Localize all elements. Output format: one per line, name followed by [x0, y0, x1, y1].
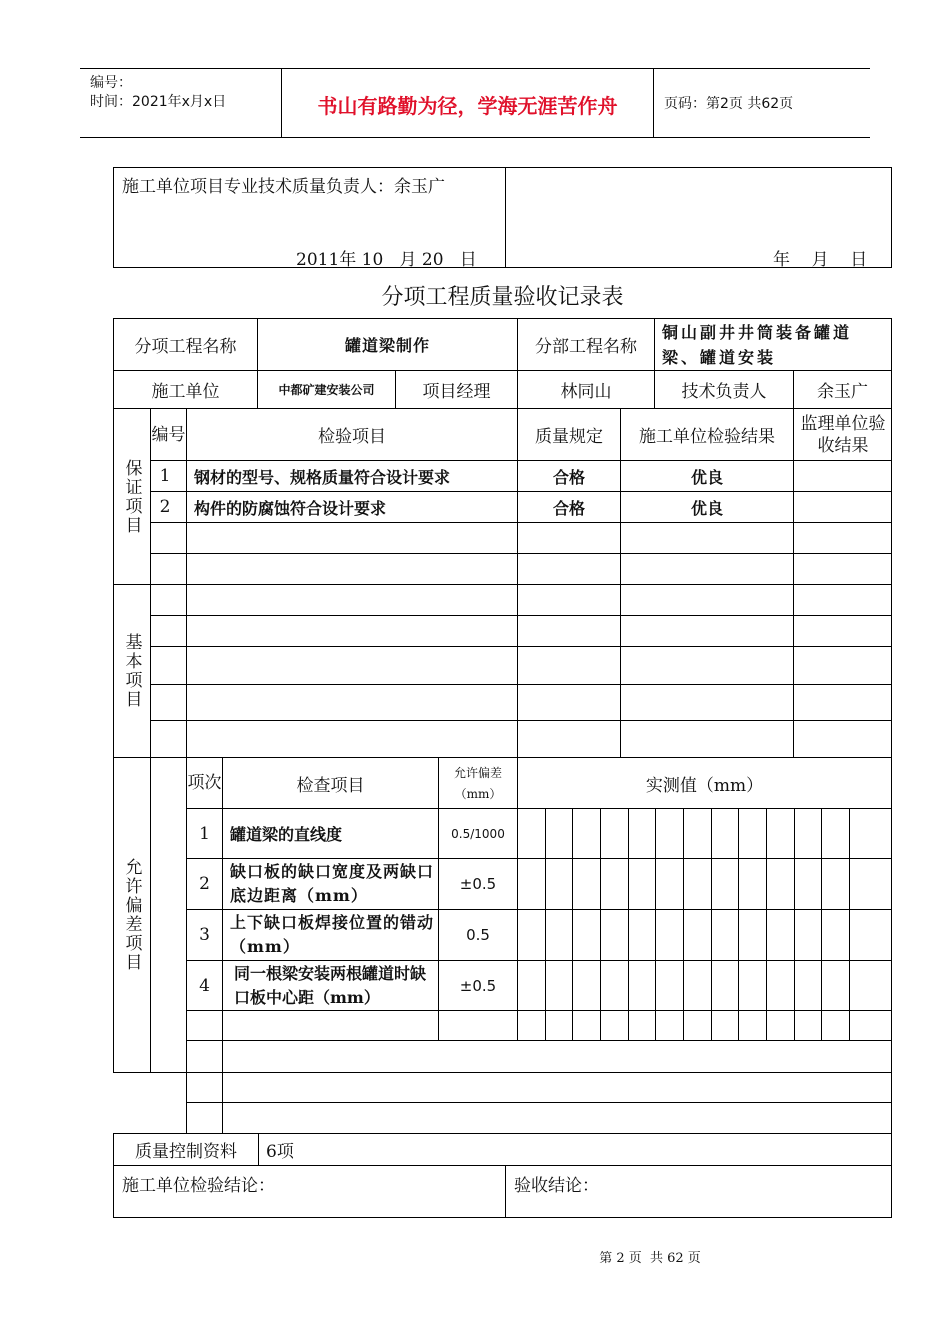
tolerance-col-measured: 实测值（mm） [645, 775, 764, 796]
form-title: 分项工程质量验收记录表 [381, 284, 624, 310]
tolerance-row-allow: ±0.5 [459, 875, 497, 893]
guarantee-row-result: 优良 [690, 498, 723, 518]
division-value: 铜山副井井筒装备罐道梁、罐道安装 [662, 323, 853, 367]
qc-label: 质量控制资料 [135, 1142, 237, 1162]
tolerance-row-no: 4 [199, 975, 210, 996]
tolerance-row-no: 3 [199, 925, 210, 945]
division-label: 分部工程名称 [535, 337, 637, 357]
guarantee-row-spec: 合格 [552, 467, 585, 487]
guarantee-row-no: 1 [159, 466, 171, 486]
acceptance-conclusion: 验收结论： [514, 1176, 599, 1196]
tech-label: 技术负责人 [681, 382, 767, 402]
pm-label: 项目经理 [422, 382, 491, 402]
contractor-label: 施工单位 [151, 382, 220, 402]
signoff-date-left: 2011年 10 月 20 日 [296, 250, 477, 270]
contractor-value: 中都矿建安装公司 [278, 383, 375, 397]
signoff-date-right: 年 月 日 [773, 250, 868, 270]
guarantee-row-spec: 合格 [552, 498, 585, 518]
signoff-responsible: 施工单位项目专业技术质量负责人：余玉广 [122, 177, 445, 197]
guarantee-col-item: 检验项目 [318, 427, 386, 447]
guarantee-col-spec: 质量规定 [535, 427, 603, 447]
tolerance-row-allow: ±0.5 [459, 976, 497, 995]
qc-value: 6项 [266, 1142, 294, 1162]
guarantee-col-result: 施工单位检验结果 [639, 427, 775, 447]
sub-project-label: 分项工程名称 [134, 337, 237, 357]
guarantee-row-item: 构件的防腐蚀符合设计要求 [194, 498, 387, 518]
guarantee-row-result: 优良 [690, 467, 723, 487]
basic-section-label: 基本项目 [121, 633, 142, 709]
guarantee-section-label: 保证项目 [121, 458, 142, 535]
tolerance-row-allow: 0.5 [466, 926, 490, 944]
tolerance-row-item: 上下缺口板焊接位置的错动（mm） [230, 913, 435, 956]
guarantee-row-no: 2 [159, 497, 171, 517]
header-page-code: 页码：第2页 共62页 [664, 96, 794, 112]
page-footer: 第 2 页 共 62 页 [599, 1250, 701, 1266]
tech-value: 余玉广 [817, 382, 868, 402]
sub-project-value: 罐道梁制作 [344, 336, 430, 355]
guarantee-col-no: 编号 [151, 424, 186, 445]
tolerance-row-no: 1 [199, 823, 210, 844]
tolerance-row-allow: 0.5/1000 [451, 826, 505, 841]
guarantee-row-item: 钢材的型号、规格质量符合设计要求 [194, 467, 451, 487]
tolerance-row-item: 缺口板的缺口宽度及两缺口底边距离（mm） [230, 862, 435, 905]
tolerance-row-item: 罐道梁的直线度 [230, 825, 343, 844]
tolerance-row-no: 2 [199, 874, 210, 894]
header-time: 时间：2021年x月x日 [90, 94, 227, 110]
header-motto: 书山有路勤为径，学海无涯苦作舟 [317, 93, 618, 118]
tolerance-col-no: 项次 [187, 773, 222, 793]
tolerance-col-allow [439, 758, 517, 808]
tolerance-col-item: 检查项目 [296, 775, 365, 796]
contractor-conclusion: 施工单位检验结论： [122, 1176, 275, 1196]
tolerance-col-allow-label: 允许偏差 [453, 766, 502, 780]
header-number-label: 编号： [90, 75, 132, 91]
tolerance-col-allow-unit: （mm） [454, 787, 502, 801]
guarantee-col-supervisor: 监理单位验收结果 [800, 413, 886, 456]
pm-value: 林同山 [560, 382, 612, 402]
tolerance-section-label: 允许偏差项目 [121, 858, 142, 972]
tolerance-row-item: 同一根梁安装两根罐道时缺口板中心距（mm） [234, 963, 427, 1007]
